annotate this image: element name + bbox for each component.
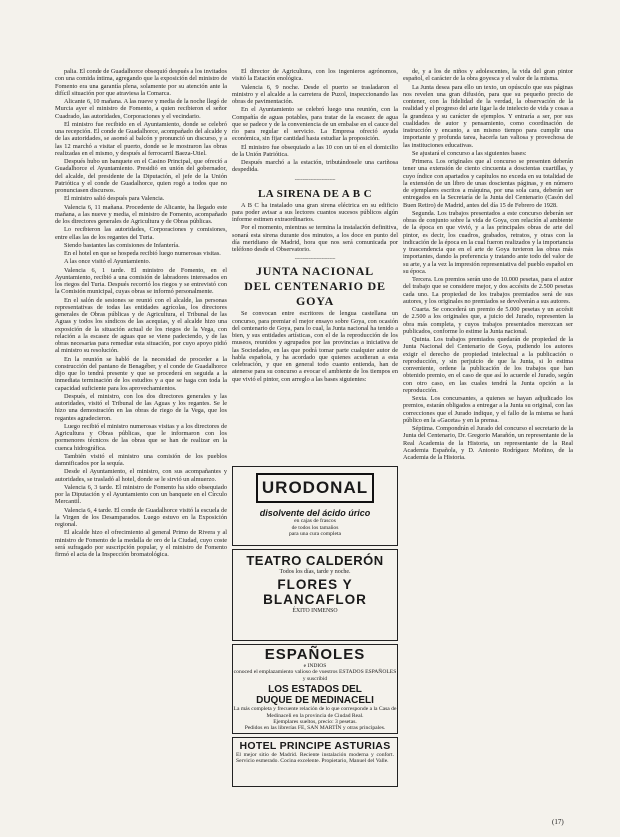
section-divider: ~~~~~~~~~~~~~~~ bbox=[294, 257, 336, 263]
paragraph: Segunda. Los trabajos presentados a este concurso deberán ser obras de conjunto sobre la vida de Goya, con relación al ambiente de la época en que vivió, y a las principales obras de arte del pintor, es decir, los cuadros, grabados, retratos, y otras con la indicación de la época en la cual fueron realizados y la importancia y trascendencia que en el arte de Goya tuvieron las obras más importantes, dando la preferencia y tratando ante todo del valor de su arte, y a la vez la impresión representativa del pueblo español en su época. bbox=[403, 209, 573, 275]
paragraph: Séptima. Compondrán el Jurado del concurso el secretario de la Junta del Centenario, Dr. Gregorio Marañón, un representante de la Real Academia de la Historia, un representante de la Real Academia Española, y D. Antonio Rodríguez Moñino, de la Academia de la Historia. bbox=[403, 425, 573, 461]
paragraph: Cuarta. Se concederá un premio de 5.000 pesetas y un accésit de 2.500 a los originales que, a juicio del Jurado, representen la obra más completa, y cuyos trabajos presentados merezcan ser publicados, conforme lo estime la Junta nacional. bbox=[403, 306, 573, 335]
sirena-headline: LA SIRENA DE A B C bbox=[258, 187, 372, 200]
teatro-note: ÉXITO INMENSO bbox=[292, 608, 338, 614]
paragraph: Luego recibió el ministro numerosas visitas y a los directores de Agricultura y Obras públicas, que le informaron con los pormenores técnicos de las obras que se han de realizar en la cuenca hidrográfica. bbox=[55, 422, 227, 452]
espanoles-title: DUQUE DE MEDINACELI bbox=[256, 695, 374, 707]
paragraph: En el salón de sesiones se reunió con el alcalde, las personas representativas de todas las entidades agrícolas, los directores generales de Obras públicas y de Agricultura, el Tribunal de las Aguas y todos los síndicos de las acequias, y el alcalde hizo una exposición de la situación actual de los riegos de la Vega, con relación a la escasez de aguas que se viene padeciendo, y de las obras necesarias para remediar esta situación, por cuyo apoyo pidió al ministro su resolución. bbox=[55, 296, 227, 355]
urodonal-line: de todos los tamaños bbox=[291, 524, 339, 531]
paragraph: El ministro fue recibido en el Ayuntamiento, donde se celebró una recepción. El conde de Guadalhorce, acompañado del alcalde y de las autoridades, se asomó al balcón y pronunció un discurso, y a las 12 marchó a visitar el puerto, donde se le mostraron las obras realizadas en el mismo, y después al ferrocarril Baeza-Utiel. bbox=[55, 120, 227, 157]
espanoles-headline: ESPAÑOLES bbox=[264, 646, 366, 663]
hotel-name: HOTEL PRINCIPE ASTURIAS bbox=[239, 740, 391, 752]
urodonal-line: para una cura completa bbox=[288, 531, 342, 538]
urodonal-ad bbox=[232, 466, 398, 546]
espanoles-text: La más completa y frecuente relación de lo que corresponde a la Casa de Medinaceli en la provincia de Ciudad Real. bbox=[233, 706, 397, 719]
espanoles-text: Pedidos en las librerías FE, SAN MARTÍN y otras principales. bbox=[244, 725, 386, 732]
paragraph: El ministro salió después para Valencia. bbox=[64, 195, 165, 203]
paragraph: palia. El conde de Guadalhorce obsequió después a los invitados con una comida íntima, agregando que la exposición del ministro de Fomento era una garantía plena, solamente por su atención ante la difícil situación por que atraviesa la Comarca. bbox=[55, 68, 227, 97]
paragraph: Quinta. Los trabajos premiados quedarán de propiedad de la Junta Nacional del Centenario de Goya, pudiendo los autores exigir el derecho de propiedad intelectual a la publicación o reproducción, y sin perjuicio de que la Junta, si lo estima conveniente, ordene la publicación de los trabajos que han obtenido premio, en el caso de que así lo acuerde el Jurado, según con otro caso, en las cuales tendrá la Junta opción a la reproducción. bbox=[403, 336, 573, 394]
paragraph: Se ajustará el concurso a las siguientes bases: bbox=[412, 149, 527, 157]
teatro-calderon-ad bbox=[232, 549, 398, 641]
paragraph: Después marchó a la estación, tributándosele una cariñosa despedida. bbox=[232, 159, 398, 174]
paragraph: En la reunión se habló de la necesidad de proceder a la construcción del pantano de Benagéber, y el conde de Guadalhorce dijo que lo tendrá presente y que se procederá en seguida a la inmediata terminación de los estudios y a que se haga con toda la capacidad suficiente para los aprovechamientos. bbox=[55, 355, 227, 392]
paragraph: Siendo bastantes las comisiones de Infantería. bbox=[64, 241, 180, 249]
right-column bbox=[403, 68, 573, 462]
espanoles-title: LOS ESTADOS DEL bbox=[268, 684, 362, 696]
espanoles-sub: e INDIOS bbox=[303, 663, 327, 669]
paragraph: Valencia 6, 1 tarde. El ministro de Fomento, en el Ayuntamiento, recibió a una comisión de labradores interesados en los riegos del Turia. Después recorrió los riegos y se entrevistó con la Comisión municipal, cuyas obras se informó personalmente. bbox=[55, 266, 227, 296]
paragraph: El director de Agricultura, con los ingenieros agrónomos, visitó la Estación enológica. bbox=[232, 68, 398, 83]
paragraph: Alicante 6, 10 mañana. A las nueve y media de la noche llegó de Murcia ayer el ministro de Fomento, a quien recibieron el señor Cuadrado, las autoridades, Corporaciones y el vecindario. bbox=[55, 98, 227, 120]
paragraph: En el hotel en que se hospeda recibió luego numerosas visitas. bbox=[64, 250, 221, 257]
paragraph: A las once visitó el Ayuntamiento. bbox=[64, 258, 151, 266]
paragraph: El ministro fue obsequiado a las 10 con un té en el domicilio de la Unión Patriótica. bbox=[232, 143, 398, 158]
paragraph: El alcalde hizo el ofrecimiento al general Primo de Rivera y al ministro de Fomento de la medalla de oro de la Ciudad, cuyo coste será sufragado por suscripción popular, y el ministro de Fomento firmó el acta de la Inspección bromatológica. bbox=[55, 529, 227, 558]
junta-headline-line-3: GOYA bbox=[295, 294, 335, 309]
paragraph: A B C ha instalado una gran sirena eléctrica en su edificio para poder avisar a sus lectores cuantos sucesos públicos algún informe estimen extraordinarios. bbox=[232, 201, 398, 223]
paragraph: Valencia 6, 3 tarde. El ministro de Fomento ha sido obsequiado por la Diputación y el Ayuntamiento con un banquete en el Círculo Mercantil. bbox=[55, 483, 227, 506]
paragraph: Tercera. Los premios serán uno de 10.000 pesetas, para el autor del trabajo que se considere mejor, y dos accésits de 2.500 pesetas cada uno. La propiedad de los trabajos premiados será de sus autores, y los originales no premiados se devolverán a sus autores. bbox=[403, 276, 573, 305]
espanoles-text: conoced el emplazamiento valioso de vuestros ESTADOS ESPAÑOLES y suscribid bbox=[233, 669, 397, 682]
teatro-name: TEATRO CALDERÓN bbox=[246, 553, 384, 568]
paragraph: La Junta desea para ello un texto, un opúsculo que sus páginas nos revelen una gran difusión, para que su pequeño precio de contener, con la fidelidad de la verdad, la observación de la realidad y el progreso del arte ligar la de intelecto de vida y cosas a la grandeza y su carácter de ejemplos. Y entraría a ser, por sus cualidades de autor y pensamiento, como coordinación de instrucción y encanto, a un mismo tiempo para cumplir una importante y profunda tarea, hacerla tan valiosa y provechosa de las instituciones educativas. bbox=[403, 83, 573, 149]
paragraph: Después hubo un banquete en el Casino Principal, que ofreció a Guadalhorce el Ayuntamiento. Presidió en unión del gobernador, del alcalde, del presidente de la Diputación, el jefe de la Unión Patriótica y el conde de Guadalhorce, quien rogó a todos que no pronunciasen discursos. bbox=[55, 158, 227, 194]
advertisements-block bbox=[232, 466, 398, 822]
paragraph: Desde el Ayuntamiento, el ministro, con sus acompañantes y autoridades, se trasladó al hotel, donde se le sirvió un almuerzo. bbox=[55, 468, 227, 483]
middle-column bbox=[232, 68, 398, 384]
paragraph: Primera. Los originales que al concurso se presenten deberán tener una extensión de ciento cincuenta a doscientas cuartillas, y cuyo índice con apartados y capítulos no exceda en su totalidad de la extensión de un libro de unas doscientas páginas, y en número de ejemplares escritos a máquina, por una sola cara, deberán ser entregados en la Secretaría de la Junta del Centenario (Casón del Buen Retiro) de Madrid, antes del día 15 de Febrero de 1928. bbox=[403, 158, 573, 209]
urodonal-tagline: disolvente del ácido úrico bbox=[259, 508, 371, 518]
paragraph: Valencia 6, 9 noche. Desde el puerto se trasladaron el ministro y el alcalde a la carretera de Puzol, inspeccionando las obras de pavimentación. bbox=[232, 83, 398, 105]
section-divider: ~~~~~~~~~~~~~~~ bbox=[294, 177, 336, 183]
teatro-schedule: Todos los días, tarde y noche. bbox=[279, 569, 351, 575]
paragraph: Valencia 6, 4 tarde. El conde de Guadalhorce visitó la escuela de la Virgen de los Desamparados. Luego estuvo en la Exposición regional. bbox=[55, 506, 227, 528]
urodonal-brand: URODONAL bbox=[256, 473, 374, 503]
paragraph: Valencia 6, 11 mañana. Procedente de Alicante, ha llegado este mañana, a las nueve y media, el ministro de Fomento, acompañado de los directores generales de Agricultura y de Obras públicas. bbox=[55, 203, 227, 225]
hotel-text: El mejor sitio de Madrid. Reciente instalación moderna y confort. Servicio esmerado. Cocina excelente. Propietario, Manuel del Valle. bbox=[236, 752, 394, 765]
page-number: (17) bbox=[552, 818, 564, 826]
teatro-play-title: BLANCAFLOR bbox=[263, 592, 367, 607]
paragraph: Después, el ministro, con los dos directores generales y las autoridades, visitó el Tribunal de las Aguas y los regantes. Se le hizo una demostración en las obras de riego de la Vega, que los regantes agradecieron. bbox=[55, 392, 227, 422]
urodonal-line: en cajas de frascos bbox=[294, 518, 336, 524]
paragraph: de, y a los de niños y adolescentes, la vida del gran pintor español, el carácter de la obra goyesca y el valor de la misma. bbox=[403, 68, 573, 83]
paragraph: Lo recibieron las autoridades, Corporaciones y comisiones, entre ellas las de los regantes del Turia. bbox=[55, 226, 227, 241]
teatro-play-title: FLORES Y bbox=[277, 577, 353, 592]
paragraph: Por el momento, mientras se termina la instalación definitiva, sonará esta sirena durante dos minutos, a los doce en punto del día meridiano de Madrid, hora que nos será comunicada por teléfono desde el Observatorio. bbox=[232, 224, 398, 253]
junta-headline-line-2: DEL CENTENARIO DE bbox=[244, 279, 386, 294]
paragraph: En el Ayuntamiento se celebró luego una reunión, con la Compañía de aguas potables, para tratar de la escasez de agua que se padece y de la conveniencia de un embalse en el cauce del río para regular el servicio. La Empresa ofreció ayuda económica, sin fijar cantidad hasta estudiar la proposición. bbox=[232, 106, 398, 143]
junta-headline-line-1: JUNTA NACIONAL bbox=[256, 264, 374, 279]
paragraph: Se convocan entre escritores de lengua castellana un concurso, para premiar el mejor ensayo sobre Goya, con ocasión del centenario de Goya, para lo cual, la Junta nacional ha tenido a bien, y sus entidades artísticas, con el de la reproducción de los museos, reunidos y agrupados por las provincias a iniciativa de las Sociedades, en las que podrá tomar parte cualquier autor de habla española, y ha acordado que quienes acudieran a esta celebración, y que en general todo cuanto entienda, han de atenerse para su concurso a evocar el ambiente de los tiempos en que vivió el pintor, con arreglo a las bases siguientes: bbox=[232, 310, 398, 383]
left-column bbox=[55, 68, 227, 559]
espanoles-ad bbox=[232, 644, 398, 734]
espanoles-text: Ejemplares sueltos, precio: 3 pesetas. bbox=[273, 719, 357, 726]
hotel-ad bbox=[232, 737, 398, 787]
paragraph: También visitó el ministro una comisión de los pueblos damnificados por la sequía. bbox=[55, 452, 227, 467]
paragraph: Sexta. Los concursantes, a quienes se hayan adjudicado los premios, estarán obligados a entregar a la Junta su original, con las correcciones que el Jurado indique, y el fallo de la misma se hará público en la «Gaceta» y en la prensa. bbox=[403, 395, 573, 424]
